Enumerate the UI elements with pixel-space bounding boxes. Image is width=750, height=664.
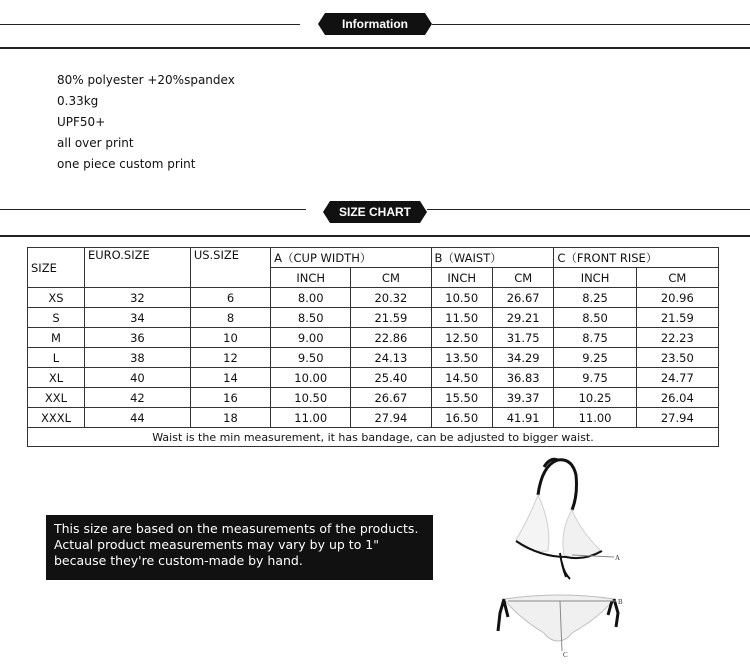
- divider: [432, 24, 750, 25]
- info-item: one piece custom print: [57, 157, 196, 171]
- table-cell: 32: [85, 288, 191, 308]
- table-cell: 22.86: [351, 328, 431, 348]
- table-cell: 14.50: [431, 368, 492, 388]
- table-cell: XXXL: [28, 408, 85, 428]
- product-info-list: [57, 70, 235, 175]
- table-cell: 20.96: [636, 288, 718, 308]
- bikini-bottom: [504, 595, 614, 641]
- table-cell: 22.23: [636, 328, 718, 348]
- size-chart-table: [27, 247, 719, 447]
- table-cell: 27.94: [351, 408, 431, 428]
- table-cell: 21.59: [636, 308, 718, 328]
- information-header: [0, 5, 750, 45]
- table-row: [28, 408, 719, 428]
- table-cell: 31.75: [492, 328, 553, 348]
- table-cell: 16.50: [431, 408, 492, 428]
- table-cell: 8.50: [271, 308, 351, 328]
- table-cell: 42: [85, 388, 191, 408]
- table-cell: 13.50: [431, 348, 492, 368]
- unit-header: CM: [351, 268, 431, 288]
- table-cell: XS: [28, 288, 85, 308]
- table-note-row: [28, 428, 719, 447]
- disclaimer-line: This size are based on the measurements of the products.: [54, 521, 419, 536]
- table-cell: 40: [85, 368, 191, 388]
- table-row: [28, 368, 719, 388]
- divider: [0, 47, 750, 49]
- table-row: [28, 308, 719, 328]
- table-cell: 15.50: [431, 388, 492, 408]
- label-a: A: [615, 554, 621, 562]
- divider: [0, 209, 306, 210]
- table-cell: 36.83: [492, 368, 553, 388]
- table-cell: 10.50: [271, 388, 351, 408]
- table-cell: 21.59: [351, 308, 431, 328]
- table-cell: 25.40: [351, 368, 431, 388]
- table-cell: 11.50: [431, 308, 492, 328]
- left-cup: [516, 495, 549, 551]
- waist-header: B（WAIST）: [431, 248, 554, 268]
- table-cell: XXL: [28, 388, 85, 408]
- table-cell: 26.67: [492, 288, 553, 308]
- table-cell: 36: [85, 328, 191, 348]
- table-cell: M: [28, 328, 85, 348]
- table-cell: 26.04: [636, 388, 718, 408]
- unit-header: INCH: [554, 268, 636, 288]
- unit-header: INCH: [271, 268, 351, 288]
- label-b: B: [618, 598, 623, 606]
- table-cell: 27.94: [636, 408, 718, 428]
- disclaimer-line: Actual product measurements may vary by up to 1": [54, 537, 380, 552]
- table-cell: 8: [190, 308, 270, 328]
- table-cell: 20.32: [351, 288, 431, 308]
- table-cell: 10.00: [271, 368, 351, 388]
- info-item: 0.33kg: [57, 94, 99, 108]
- divider: [427, 209, 750, 210]
- bikini-measurement-diagram: [480, 455, 640, 660]
- table-cell: 8.50: [554, 308, 636, 328]
- table-row: [28, 288, 719, 308]
- table-cell: 23.50: [636, 348, 718, 368]
- table-cell: 11.00: [271, 408, 351, 428]
- table-cell: 10.25: [554, 388, 636, 408]
- table-cell: 34: [85, 308, 191, 328]
- info-item: UPF50+: [57, 115, 106, 129]
- info-item: all over print: [57, 136, 134, 150]
- disclaimer-box: [46, 515, 433, 580]
- information-tag: Information: [325, 13, 425, 35]
- table-row: [28, 328, 719, 348]
- table-cell: 9.25: [554, 348, 636, 368]
- table-cell: 18: [190, 408, 270, 428]
- table-cell: 11.00: [554, 408, 636, 428]
- table-cell: 12.50: [431, 328, 492, 348]
- us-size-column-header: US.SIZE: [190, 248, 270, 288]
- table-cell: 34.29: [492, 348, 553, 368]
- info-item: 80% polyester +20%spandex: [57, 73, 235, 87]
- table-cell: 14: [190, 368, 270, 388]
- table-cell: 6: [190, 288, 270, 308]
- table-cell: 24.77: [636, 368, 718, 388]
- unit-header: CM: [492, 268, 553, 288]
- table-cell: XL: [28, 368, 85, 388]
- table-cell: 29.21: [492, 308, 553, 328]
- unit-header: INCH: [431, 268, 492, 288]
- divider: [0, 235, 750, 237]
- front-rise-header: C（FRONT RISE）: [554, 248, 719, 268]
- unit-header: CM: [636, 268, 718, 288]
- table-cell: 9.50: [271, 348, 351, 368]
- table-row: [28, 388, 719, 408]
- table-cell: 8.25: [554, 288, 636, 308]
- table-cell: L: [28, 348, 85, 368]
- disclaimer-line: because they're custom-made by hand.: [54, 553, 303, 568]
- table-cell: 8.00: [271, 288, 351, 308]
- table-cell: 10.50: [431, 288, 492, 308]
- table-cell: 26.67: [351, 388, 431, 408]
- left-side-tie: [498, 599, 508, 631]
- table-cell: 9.75: [554, 368, 636, 388]
- table-cell: 44: [85, 408, 191, 428]
- table-cell: S: [28, 308, 85, 328]
- table-cell: 24.13: [351, 348, 431, 368]
- size-chart-header: [0, 190, 750, 230]
- size-column-header: SIZE: [28, 248, 85, 288]
- table-row: [28, 348, 719, 368]
- table-cell: 16: [190, 388, 270, 408]
- table-cell: 10: [190, 328, 270, 348]
- cup-width-header: A（CUP WIDTH）: [271, 248, 431, 268]
- table-cell: 41.91: [492, 408, 553, 428]
- halter-strap: [538, 460, 577, 510]
- divider: [0, 24, 300, 25]
- table-note: Waist is the min measurement, it has bandage, can be adjusted to bigger waist.: [28, 428, 719, 447]
- right-cup: [563, 510, 600, 558]
- table-cell: 8.75: [554, 328, 636, 348]
- table-cell: 39.37: [492, 388, 553, 408]
- size-chart-tag: SIZE CHART: [330, 201, 420, 223]
- table-cell: 9.00: [271, 328, 351, 348]
- euro-size-column-header: EURO.SIZE: [85, 248, 191, 288]
- table-header-row: [28, 248, 719, 268]
- label-c: C: [563, 651, 568, 659]
- table-cell: 38: [85, 348, 191, 368]
- table-cell: 12: [190, 348, 270, 368]
